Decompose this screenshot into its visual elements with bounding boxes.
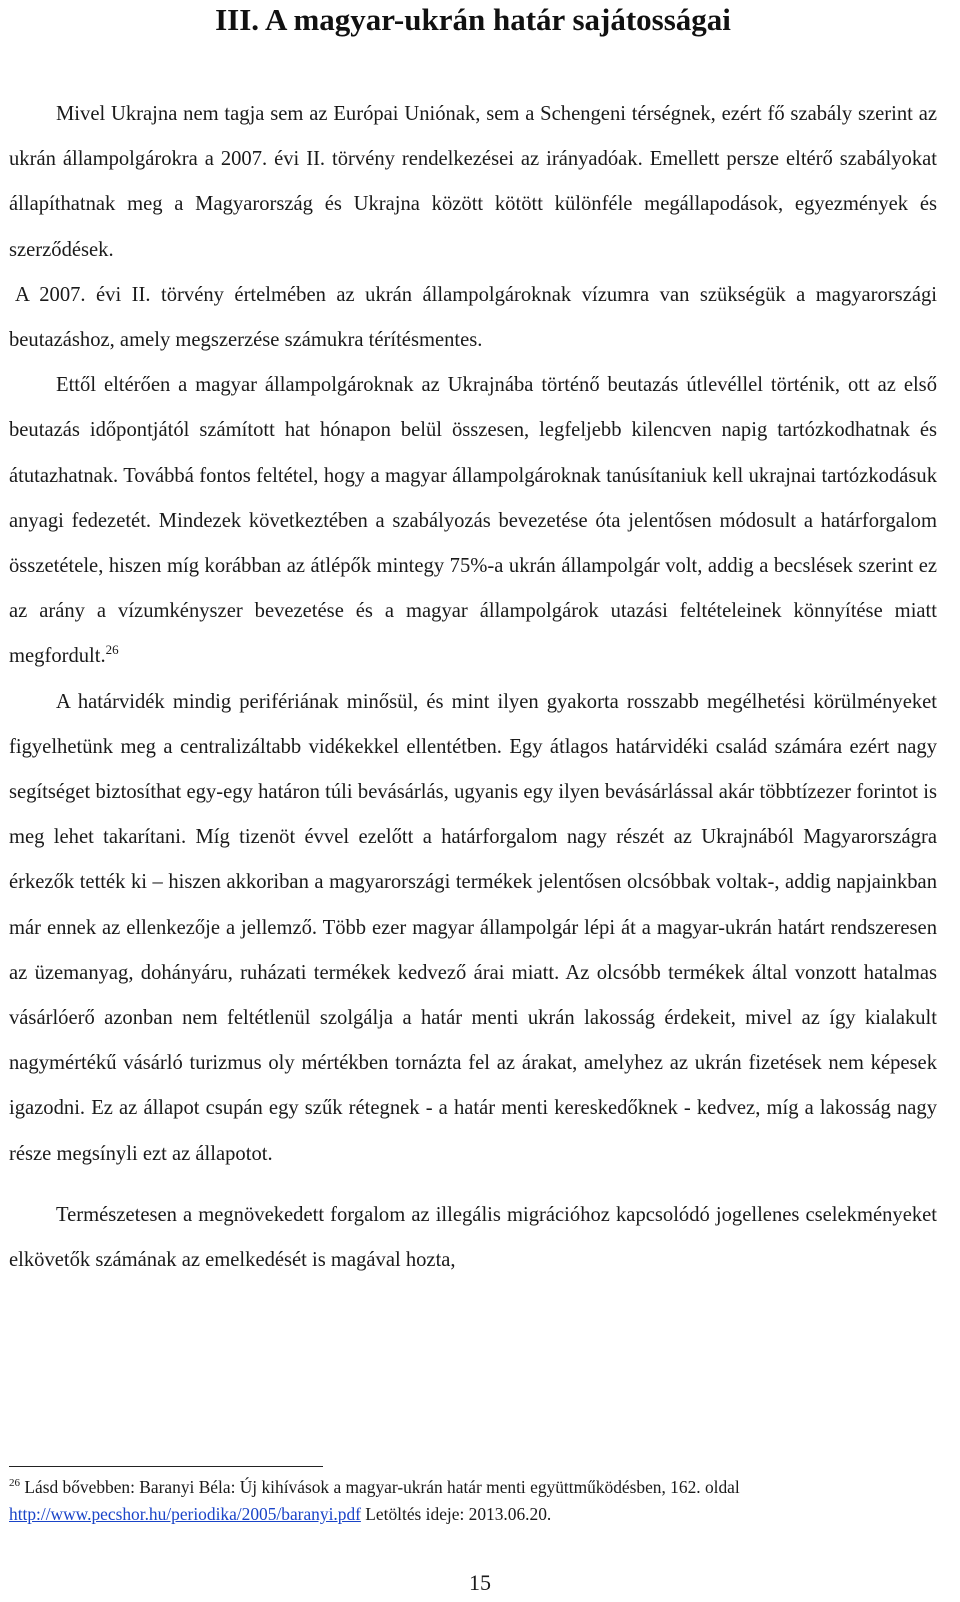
footnote-number: 26	[9, 1477, 20, 1490]
footnote	[9, 1474, 939, 1528]
footnote-link[interactable]: http://www.pecshor.hu/periodika/2005/baranyi.pdf	[9, 1504, 361, 1524]
paragraph-gap	[9, 1177, 937, 1193]
paragraph-2: A 2007. évi II. törvény értelmében az ukrán állampolgároknak vízumra van szükségük a magyarországi beutazáshoz, amely megszerzése számukra térítésmentes.	[9, 283, 937, 352]
paragraph-3-text: Ettől eltérően a magyar állampolgároknak az Ukrajnába történő beutazás útlevéllel történik, ott az első beutazás időpontjától számított hat hónapon belül összesen, legfeljebb kilencven napig tartózkodhatnak és átutazhatnak. Továbbá fontos feltétel, hogy a magyar állampolgároknak tanúsítaniuk kell ukrajnai tartózkodásuk anyagi fedezetét. Mindezek következtében a szabályozás bevezetése óta jelentősen módosult a határforgalom összetétele, hiszen míg korábban az átlépők mintegy 75%-a ukrán állampolgár volt, addig a becslések szerint ez az arány a vízumkényszer bevezetése és a magyar állampolgárok utazási feltételeinek könnyítése miatt megfordult.	[9, 374, 937, 668]
paragraph-3	[9, 363, 937, 679]
footnote-separator	[9, 1466, 323, 1467]
page-number: 15	[469, 1570, 491, 1595]
section-heading: III. A magyar-ukrán határ sajátosságai	[215, 2, 731, 37]
footnote-text: Lásd bővebben: Baranyi Béla: Új kihívások a magyar-ukrán határ menti együttműködésben, 162. oldal	[24, 1477, 740, 1497]
paragraph-1: Mivel Ukrajna nem tagja sem az Európai Uniónak, sem a Schengeni térségnek, ezért fő szabály szerint az ukrán állampolgárokra a 2007. évi II. törvény rendelkezései az irányadóak. Emellett persze eltérő szabályokat állapíthatnak meg a Magyarország és Ukrajna között kötött különféle megállapodások, egyezmények és szerződések.	[9, 103, 937, 261]
body-text	[9, 92, 937, 1283]
footnote-reference[interactable]: 26	[105, 642, 119, 658]
document-page	[9, 0, 937, 1283]
paragraph-5: Természetesen a megnövekedett forgalom az illegális migrációhoz kapcsolódó jogellenes cselekményeket elkövetők számának az emelkedését is magával hozta,	[9, 1203, 937, 1272]
footnote-download-date: Letöltés ideje: 2013.06.20.	[365, 1504, 552, 1524]
paragraph-4: A határvidék mindig perifériának minősül, és mint ilyen gyakorta rosszabb megélhetési körülményeket figyelhetünk meg a centralizáltabb vidékekkel ellentétben. Egy átlagos határvidéki család számára ezért nagy segítséget biztosíthat egy-egy határon túli bevásárlás, ugyanis egy ilyen bevásárlással akár többtízezer forintot is meg lehet takarítani. Míg tizenöt évvel ezelőtt a határforgalom nagy részét az Ukrajnából Magyarországra érkezők tették ki – hiszen akkoriban a magyarországi termékek jelentősen olcsóbbak voltak-, addig napjainkban már ennek az ellenkezője a jellemző. Több ezer magyar állampolgár lépi át a magyar-ukrán határt rendszeresen az üzemanyag, dohányáru, ruházati termékek kedvező árai miatt. Az olcsóbb termékek által vonzott hatalmas vásárlóerő azonban nem feltétlenül szolgálja a határ menti ukrán lakosság érdekeit, mivel az így kialakult nagymértékű vásárló turizmus oly mértékben tornázta fel az árakat, amelyhez az ukrán fizetések nem képesek igazodni. Ez az állapot csupán egy szűk rétegnek - a határ menti kereskedőknek - kedvez, míg a lakosság nagy része megsínyli ezt az állapotot.	[9, 690, 937, 1165]
